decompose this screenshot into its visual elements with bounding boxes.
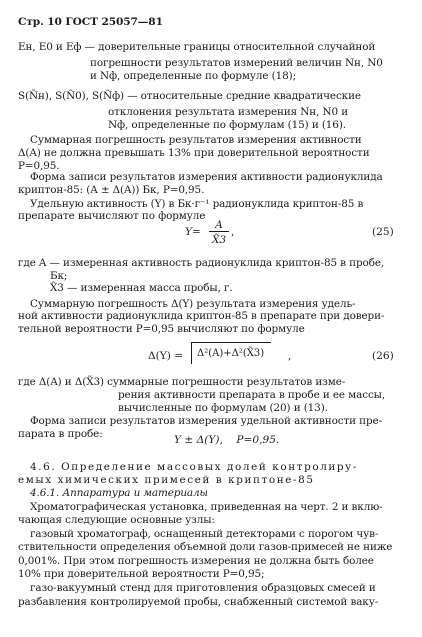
text-line: X̃3 — измеренная масса пробы, г. xyxy=(50,282,233,294)
text-line: Суммарная погрешность результатов измерения активности xyxy=(30,134,362,146)
equation-26 xyxy=(0,342,422,368)
equation-25 xyxy=(0,221,422,253)
text-line: отклонения результата измерения Nн, N0 и xyxy=(108,106,349,118)
text-line: S(Ñн), S(Ñ0), S(Ñф) — относительные средние квадратические xyxy=(18,90,361,102)
text-line: газовый хроматограф, оснащенный детекторами с порогом чув- xyxy=(30,528,379,540)
equation-result: Y ± Δ(Y), P=0,95. xyxy=(174,434,280,446)
text-line: 10% при доверительной вероятности P=0,95; xyxy=(18,568,265,580)
text-line: рения активности препарата в пробе и ее массы, xyxy=(118,389,386,401)
text-line: Δ(A) не должна превышать 13% при доверительной вероятности xyxy=(18,147,370,159)
text-line: Eн, E0 и Eф — доверительные границы относительной случайной xyxy=(18,41,376,53)
eq26-tail: , xyxy=(288,350,292,362)
text-line: препарате вычисляют по формуле xyxy=(18,210,206,222)
text-line: вычисленные по формулам (20) и (13). xyxy=(118,402,328,414)
eq26-lhs: Δ(Y) = xyxy=(148,350,184,362)
text-line: и Nф, определенные по формуле (18); xyxy=(90,70,297,82)
text-line: Суммарную погрешность Δ(Y) результата измерения удель- xyxy=(30,298,356,310)
text-line: Nф, определенные по формулам (15) и (16). xyxy=(108,119,346,131)
text-line: Хроматографическая установка, приведенная на черт. 2 и вклю- xyxy=(30,501,383,513)
eq26-number: (26) xyxy=(372,350,394,362)
text-line: ной активности радионуклида криптон-85 в препарате при довери- xyxy=(18,310,385,322)
text-line: где Δ(A) и Δ(X̃3) суммарные погрешности результатов изме- xyxy=(18,376,346,388)
text-line: чающая следующие основные узлы: xyxy=(18,514,215,526)
eq25-denominator: X̃3 xyxy=(211,234,227,246)
text-line: криптон-85: (A ± Δ(A)) Бк, P=0,95. xyxy=(18,184,205,196)
text-line: 4.6.1. Аппаратура и материалы xyxy=(30,487,208,499)
page-header: Стр. 10 ГОСТ 25057—81 xyxy=(18,16,163,28)
text-line: емых химических примесей в криптоне-85 xyxy=(18,474,315,486)
eq25-tail: , xyxy=(231,226,235,238)
eq26-vinculum xyxy=(191,342,271,343)
eq26-radical-stroke xyxy=(191,342,192,364)
text-line: погрешности результатов измерений величин Nн, N0 xyxy=(90,57,383,69)
text-line: P=0,95. xyxy=(18,160,60,172)
eq25-fraction-bar xyxy=(209,231,229,232)
text-line: тельной вероятности P=0,95 вычисляют по формуле xyxy=(18,323,305,335)
text-line: Удельную активность (Y) в Бк·г⁻¹ радионуклида криптон-85 в xyxy=(30,198,364,210)
text-line: 4.6. Определение массовых долей контролиру- xyxy=(30,461,358,473)
text-line: парата в пробе: xyxy=(18,428,103,440)
text-line: Бк; xyxy=(50,270,68,282)
eq25-number: (25) xyxy=(372,226,394,238)
text-line: газо-вакуумный стенд для приготовления образцовых смесей и xyxy=(30,582,376,594)
eq25-numerator: A xyxy=(215,219,223,231)
eq25-lhs: Y= xyxy=(185,226,201,238)
eq26-radicand: Δ²(A)+Δ²(X̃3) xyxy=(197,348,265,359)
text-line: Форма записи результатов измерения активности радионуклида xyxy=(30,171,383,183)
text-line: Форма записи результатов измерения удельной активности пре- xyxy=(30,415,382,427)
text-line: ствительности определения объемной доли газов-примесей не ниже xyxy=(18,541,393,553)
text-line: разбавления контролируемой пробы, снабженный системой ваку- xyxy=(18,596,379,608)
text-line: 0,001%. При этом погрешность измерения не должна быть более xyxy=(18,555,374,567)
text-line: где A — измеренная активность радионуклида криптон-85 в пробе, xyxy=(18,257,385,269)
